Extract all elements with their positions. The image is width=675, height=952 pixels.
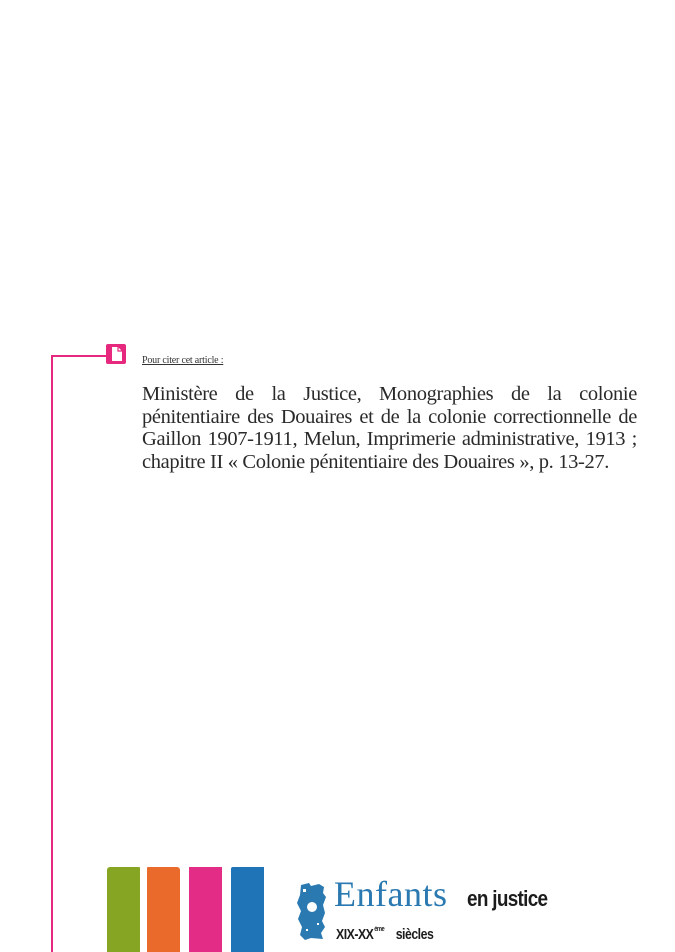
stamp-figure-icon (297, 883, 327, 940)
document-icon (106, 344, 126, 364)
brand-tagline: en justice (467, 886, 548, 911)
accent-rule-horizontal (51, 355, 109, 357)
brand-century (336, 921, 433, 944)
accent-rule-vertical (51, 355, 53, 952)
century-sup: ème (374, 926, 385, 933)
logo-bar-orange (147, 867, 180, 952)
brand-title: Enfants (334, 874, 448, 914)
citation-text: Ministère de la Justice, Monographies de la colonie pénitentiaire des Douaires et de la colonie correctionnelle de Gaillon 1907-1911, Melun, Imprimerie administrative, 1913 ; chapitre II « Colonie pénitentiaire des Douaires », p. 13-27. (142, 383, 637, 473)
logo-bar-green (107, 867, 140, 952)
logo-bar-blue (231, 867, 264, 952)
logo-bar-pink (189, 867, 222, 952)
century-prefix: XIX-XX (336, 926, 374, 943)
citation-label: Pour citer cet article : (142, 355, 224, 366)
century-suffix: siècles (395, 926, 434, 943)
